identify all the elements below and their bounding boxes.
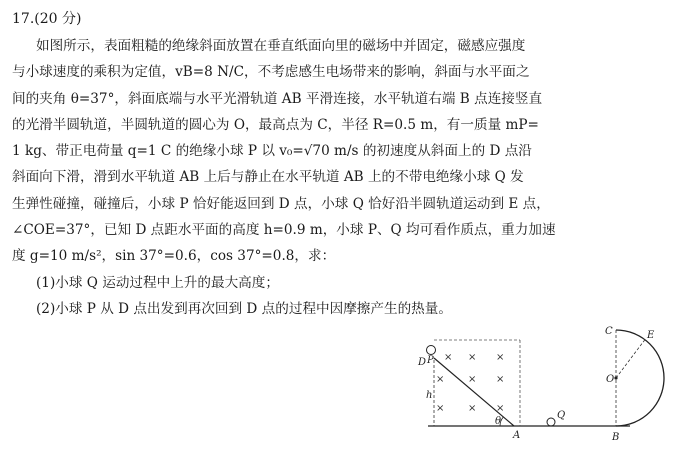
- ball-p: [427, 346, 436, 355]
- question-2: (2)小球 P 从 D 点出发到再次回到 D 点的过程中因摩擦产生的热量。: [36, 301, 452, 317]
- magnetic-field-mark: ×: [468, 403, 477, 414]
- ball-q: [547, 418, 555, 426]
- label-c: C: [605, 326, 613, 337]
- label-b: B: [612, 432, 620, 443]
- label-theta: θ: [495, 416, 502, 427]
- statement-line: 与小球速度的乘积为定值，vB=8 N/C，不考虑感生电场带来的影响，斜面与水平面之: [12, 64, 530, 81]
- diagram-svg: [400, 318, 692, 449]
- problem-statement: [12, 33, 682, 270]
- magnetic-field-mark: ×: [496, 352, 505, 363]
- statement-line: 的光滑半圆轨道，半圆轨道的圆心为 O，最高点为 C，半径 R=0.5 m，有一质量 mP=: [12, 116, 539, 133]
- statement-line: ∠COE=37°，已知 D 点距水平面的高度 h=0.9 m，小球 P、Q 均可看作质点，重力加速: [12, 222, 556, 239]
- magnetic-field-mark: ×: [496, 403, 505, 414]
- statement-line: 度 g=10 m/s²，sin 37°=0.6，cos 37°=0.8，求：: [12, 248, 336, 265]
- magnetic-field-mark: ×: [468, 374, 477, 385]
- problem-header: 17.(20 分): [12, 11, 82, 27]
- magnetic-field-mark: ×: [436, 403, 445, 414]
- label-h: h: [426, 390, 433, 401]
- label-d: D: [418, 357, 427, 368]
- center-point-o: [614, 376, 617, 379]
- magnetic-field-mark: ×: [496, 374, 505, 385]
- label-p: P: [427, 355, 434, 366]
- statement-line: 斜面向下滑，滑到水平轨道 AB 上后与静止在水平轨道 AB 上的不带电绝缘小球 Q 发: [12, 169, 524, 186]
- statement-line: 生弹性碰撞，碰撞后，小球 P 恰好能返回到 D 点，小球 Q 恰好沿半圆轨道运动到 E 点，: [12, 195, 550, 212]
- magnetic-field-mark: ×: [468, 352, 477, 363]
- statement-line: 如图所示，表面粗糙的绝缘斜面放置在垂直纸面向里的磁场中并固定，磁感应强度: [36, 38, 526, 54]
- magnetic-field-mark: ×: [444, 352, 453, 363]
- label-e: E: [647, 330, 655, 341]
- radius-oe-line: [616, 340, 645, 378]
- question-1: (1)小球 Q 运动过程中上升的最大高度；: [36, 275, 279, 291]
- question-list: [36, 270, 682, 322]
- semicircle-track: [616, 330, 664, 426]
- label-o: O: [606, 374, 615, 385]
- label-a: A: [513, 430, 521, 441]
- physics-diagram: [400, 318, 692, 449]
- magnetic-field-mark: ×: [436, 374, 445, 385]
- statement-line: 间的夹角 θ=37°，斜面底端与水平光滑轨道 AB 平滑连接，水平轨道右端 B 点连接竖直: [12, 90, 543, 107]
- label-q: Q: [557, 410, 566, 421]
- statement-line: 1 kg、带正电荷量 q=1 C 的绝缘小球 P 以 v₀=√70 m/s 的初速度从斜面上的 D 点沿: [12, 143, 532, 160]
- incline-surface: [434, 358, 514, 426]
